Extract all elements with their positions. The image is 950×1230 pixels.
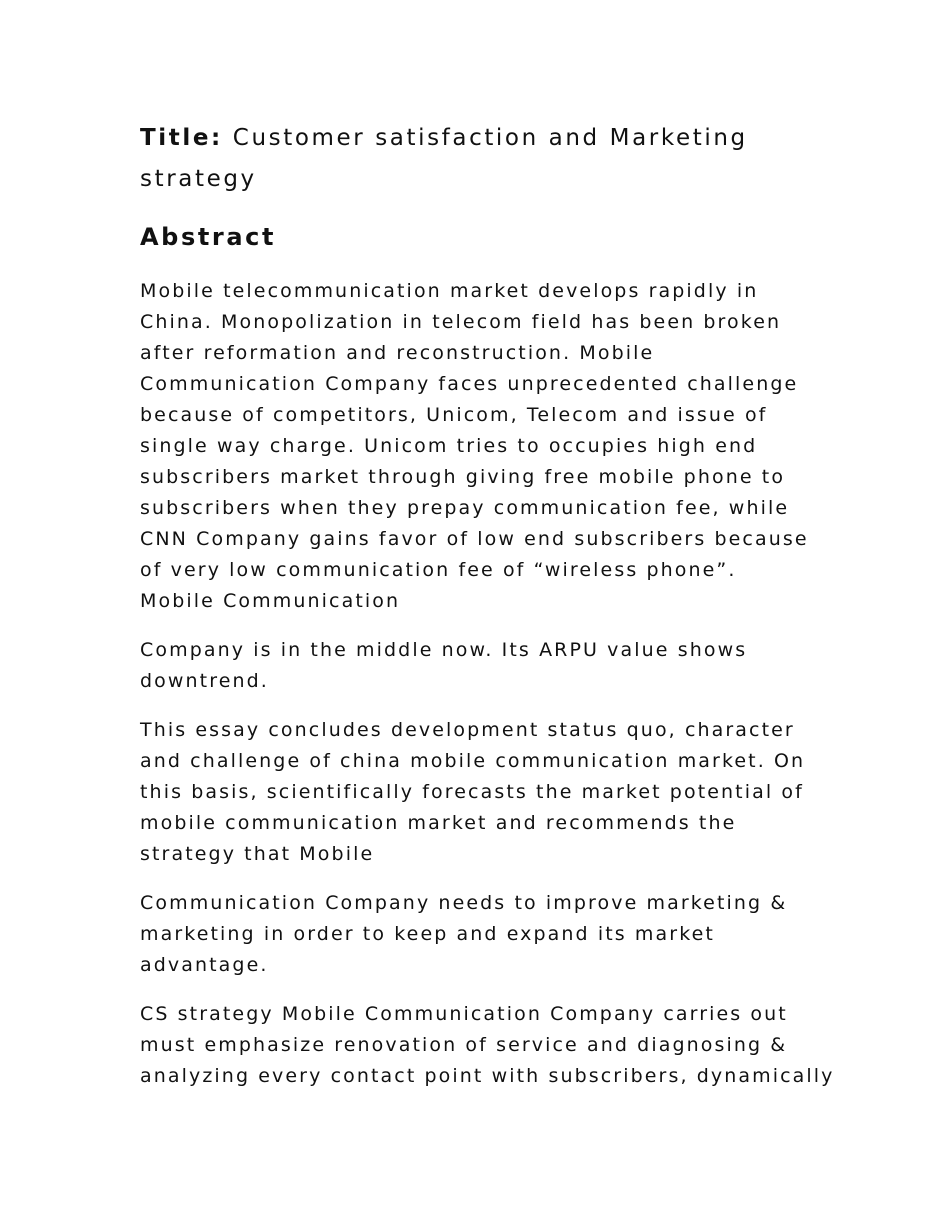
paragraph-line: China. Monopolization in telecom field has been broken bbox=[140, 311, 782, 333]
title-text-line2: strategy bbox=[140, 166, 257, 192]
paragraph-line: mobile communication market and recommends the bbox=[140, 812, 737, 834]
paragraph-line: This essay concludes development status quo, character bbox=[140, 719, 795, 741]
paragraph-line: because of competitors, Unicom, Telecom and issue of bbox=[140, 404, 768, 426]
paragraph-line: Communication Company needs to improve marketing & bbox=[140, 892, 788, 914]
paragraph-line: Communication Company faces unprecedented challenge bbox=[140, 373, 799, 395]
abstract-paragraph bbox=[140, 635, 820, 697]
paragraph-line: CS strategy Mobile Communication Company carries out bbox=[140, 1003, 788, 1025]
document-title bbox=[140, 118, 820, 200]
paragraph-line: CNN Company gains favor of low end subscribers because bbox=[140, 528, 809, 550]
paragraph-line: of very low communication fee of “wireless phone”. bbox=[140, 559, 737, 581]
abstract-paragraph bbox=[140, 888, 820, 981]
paragraph-line: Company is in the middle now. Its ARPU value shows bbox=[140, 639, 748, 661]
title-label: Title: bbox=[140, 125, 223, 151]
paragraph-line: this basis, scientifically forecasts the market potential of bbox=[140, 781, 804, 803]
paragraph-line: downtrend. bbox=[140, 670, 269, 692]
paragraph-line: strategy that Mobile bbox=[140, 843, 375, 865]
paragraph-line: subscribers when they prepay communication fee, while bbox=[140, 497, 790, 519]
paragraph-line: Mobile telecommunication market develops rapidly in bbox=[140, 280, 759, 302]
paragraph-line: subscribers market through giving free mobile phone to bbox=[140, 466, 786, 488]
abstract-body bbox=[140, 276, 835, 1092]
paragraph-line: and challenge of china mobile communication market. On bbox=[140, 750, 806, 772]
abstract-paragraph bbox=[140, 276, 820, 617]
paragraph-line: after reformation and reconstruction. Mobile bbox=[140, 342, 655, 364]
paragraph-line: advantage. bbox=[140, 954, 269, 976]
paragraph-line: marketing in order to keep and expand its market bbox=[140, 923, 715, 945]
paragraph-line: analyzing every contact point with subscribers, dynamically bbox=[140, 1065, 835, 1087]
abstract-paragraph bbox=[140, 715, 820, 870]
paragraph-line: Mobile Communication bbox=[140, 590, 401, 612]
title-text-line1: Customer satisfaction and Marketing bbox=[232, 125, 748, 151]
abstract-heading: Abstract bbox=[140, 223, 277, 251]
paragraph-line: single way charge. Unicom tries to occupies high end bbox=[140, 435, 758, 457]
document-page bbox=[140, 118, 835, 1092]
paragraph-line: must emphasize renovation of service and diagnosing & bbox=[140, 1034, 788, 1056]
abstract-paragraph bbox=[140, 999, 835, 1092]
